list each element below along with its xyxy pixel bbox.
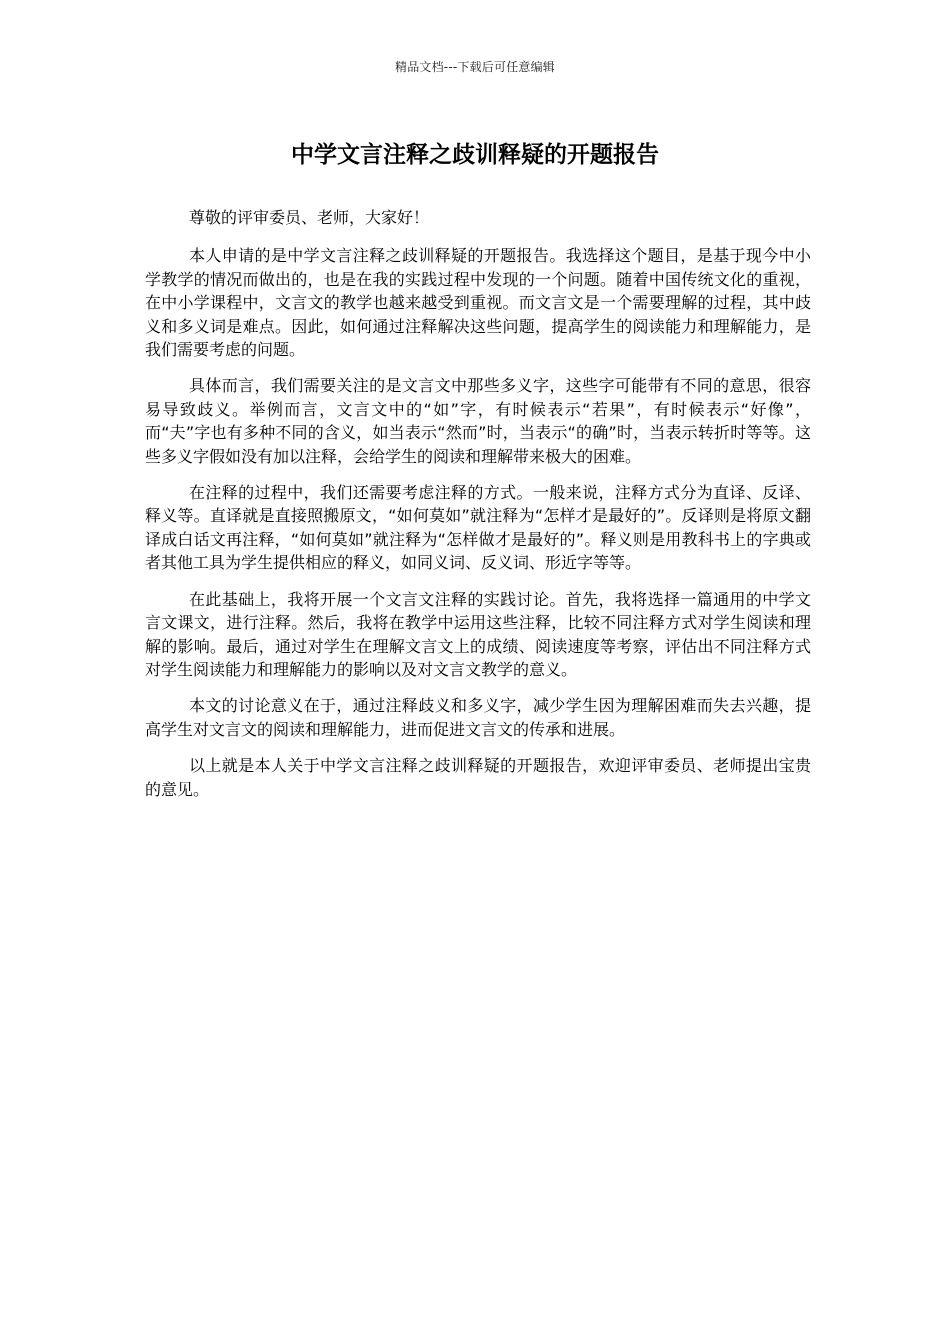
closing-paragraph: 以上就是本人关于中学文言注释之歧训释疑的开题报告，欢迎评审委员、老师提出宝贵的意见。: [145, 756, 811, 799]
body-paragraph: 具体而言，我们需要关注的是文言文中那些多义字，这些字可能带有不同的意思，很容易导致歧义。举例而言，文言文中的“如”字，有时候表示“若果”，有时候表示“好像”，而“夫”字也有多种不同的含义，如当表示“然而”时，当表示“的确”时，当表示转折时等等。这些多义字假如没有加以注释，会给学生的阅读和理解带来极大的困难。: [145, 376, 811, 466]
page-header: 精品文档---下载后可任意编辑: [395, 60, 555, 74]
greeting-paragraph: 尊敬的评审委员、老师，大家好！: [189, 208, 430, 227]
body-paragraph: 本文的讨论意义在于，通过注释歧义和多义字，减少学生因为理解困难而失去兴趣，提高学生对文言文的阅读和理解能力，进而促进文言文的传承和进展。: [145, 696, 811, 739]
body-paragraph: 在此基础上，我将开展一个文言文注释的实践讨论。首先，我将选择一篇通用的中学文言文课文，进行注释。然后，我将在教学中运用这些注释，比较不同注释方式对学生阅读和理解的影响。最后，通过对学生在理解文言文上的成绩、阅读速度等考察，评估出不同注释方式对学生阅读能力和理解能力的影响以及对文言文教学的意义。: [145, 589, 811, 679]
document-body: [145, 206, 811, 814]
document-title: 中学文言注释之歧训释疑的开题报告: [291, 142, 659, 168]
body-paragraph: 本人申请的是中学文言注释之歧训释疑的开题报告。我选择这个题目，是基于现今中小学教学的情况而做出的，也是在我的实践过程中发现的一个问题。随着中国传统文化的重视，在中小学课程中，文言文的教学也越来越受到重视。而文言文是一个需要理解的过程，其中歧义和多义词是难点。因此，如何通过注释解决这些问题，提高学生的阅读能力和理解能力，是我们需要考虑的问题。: [145, 246, 811, 360]
body-paragraph: 在注释的过程中，我们还需要考虑注释的方式。一般来说，注释方式分为直译、反译、释义等。直译就是直接照搬原文，“如何莫如”就注释为“怎样才是最好的”。反译则是将原文翻译成白话文再注释，“如何莫如”就注释为“怎样做才是最好的”。释义则是用教科书上的字典或者其他工具为学生提供相应的释义，如同义词、反义词、形近字等等。: [145, 483, 811, 573]
